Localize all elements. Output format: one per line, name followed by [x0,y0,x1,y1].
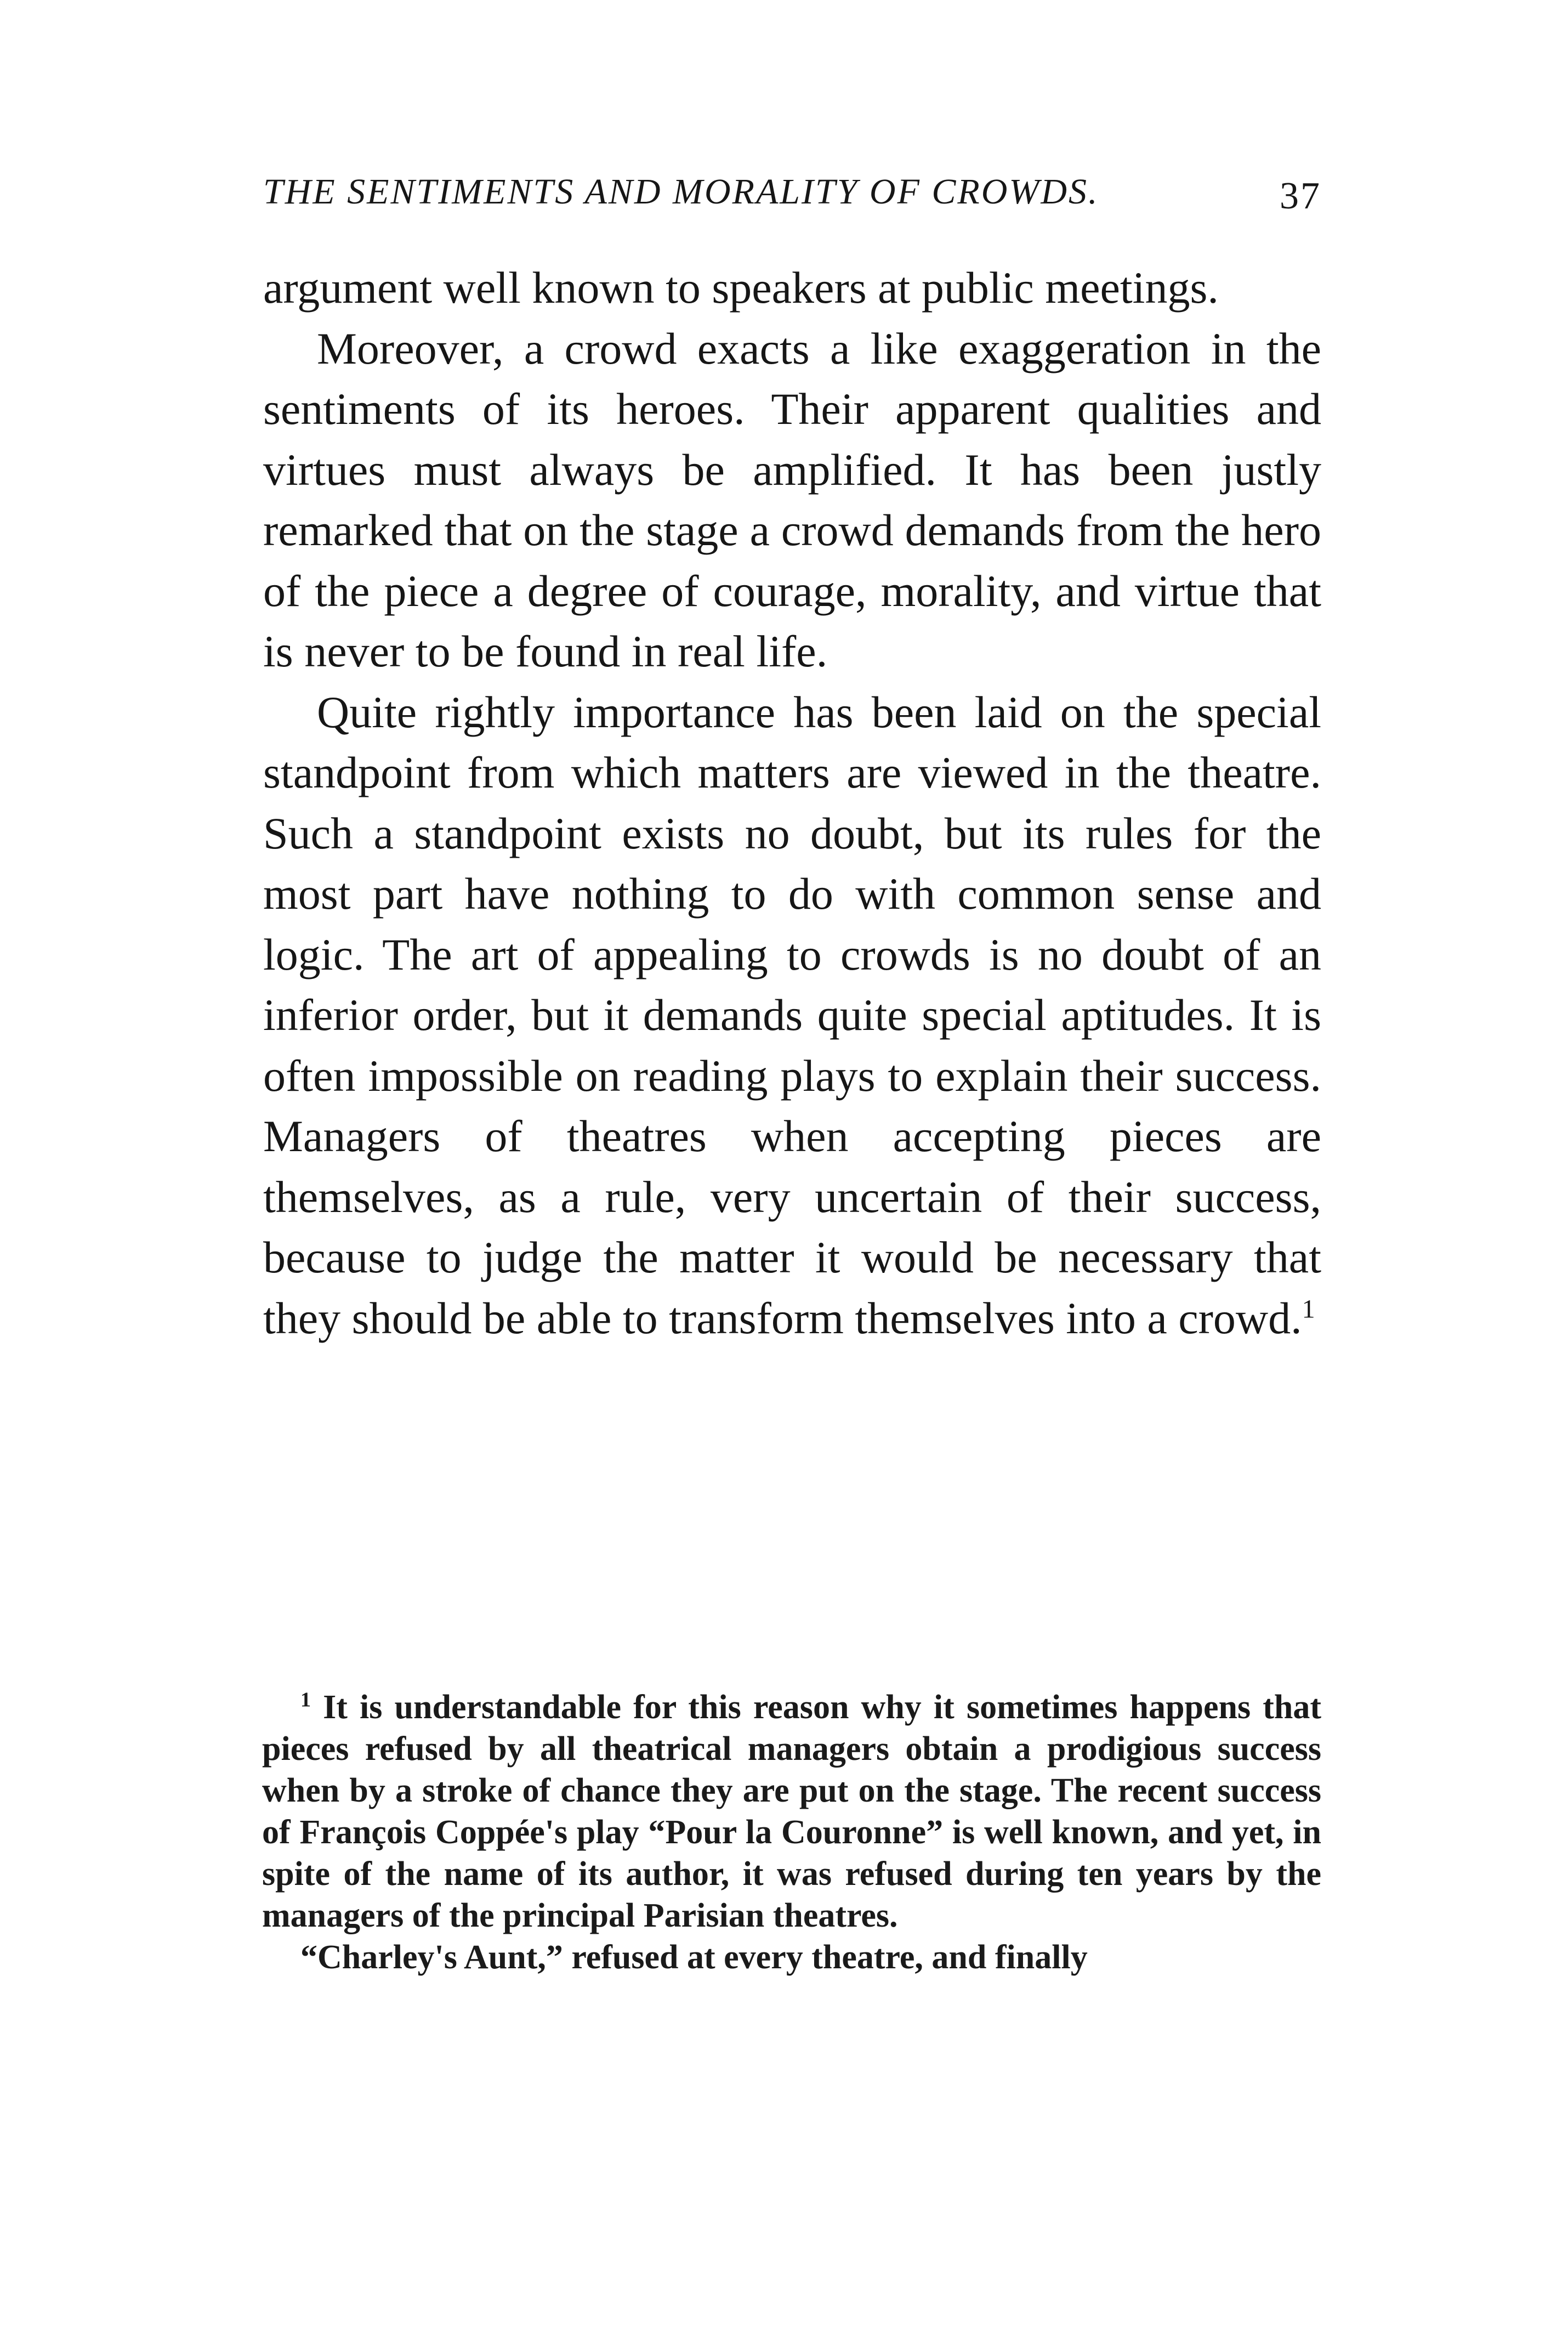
page-number: 37 [1280,175,1321,217]
footnote-continuation [262,1936,1321,1978]
footnote-1-text: It is understandable for this reason why it sometimes happens that pieces refused by all theatrical managers obtain a prodigious success when by a stroke of chance they are put on the stage. The recent success of François Coppée's play “Pour la Couronne” is well known, and yet, in spite of the name of its author, it was refused during ten years by the managers of the principal Parisian theatres. [262,1689,1322,1934]
body-text [263,258,1321,1349]
paragraph [263,319,1321,682]
running-head [263,171,1321,226]
footnote-2-text: “Charley's Aunt,” refused at every theatre, and finally [300,1939,1088,1976]
running-title: THE SENTIMENTS AND MORALITY OF CROWDS. [263,172,1099,212]
paragraph [263,682,1321,1349]
footnote-reference: 1 [1302,1294,1315,1324]
footnotes [262,1686,1321,1978]
paragraph-2-text: Moreover, a crowd exacts a like exaggeration in the sentiments of its heroes. Their apparent qualities and virtues must always be amplified. It has been justly remarked that on the stage a crowd demands from the hero of the piece a degree of courage, morality, and virtue that is never to be found in real life. [263,323,1321,676]
footnote [262,1686,1321,1936]
paragraph-3-text: Quite rightly importance has been laid on the special standpoint from which matters are viewed in the theatre. Such a standpoint exists no doubt, but its rules for the most part have nothing to do with common sense and logic. The art of appealing to crowds is no doubt of an inferior order, but it demands quite special aptitudes. It is often impossible on reading plays to explain their success. Managers of theatres when accepting pieces are themselves, as a rule, very uncertain of their success, because to judge the matter it would be necessary that they should be able to transform themselves into a crowd. [263,687,1321,1343]
footnote-marker: 1 [300,1688,311,1712]
paragraph-1-text: argument well known to speakers at public meetings. [263,263,1219,313]
paragraph-continued [263,258,1321,319]
